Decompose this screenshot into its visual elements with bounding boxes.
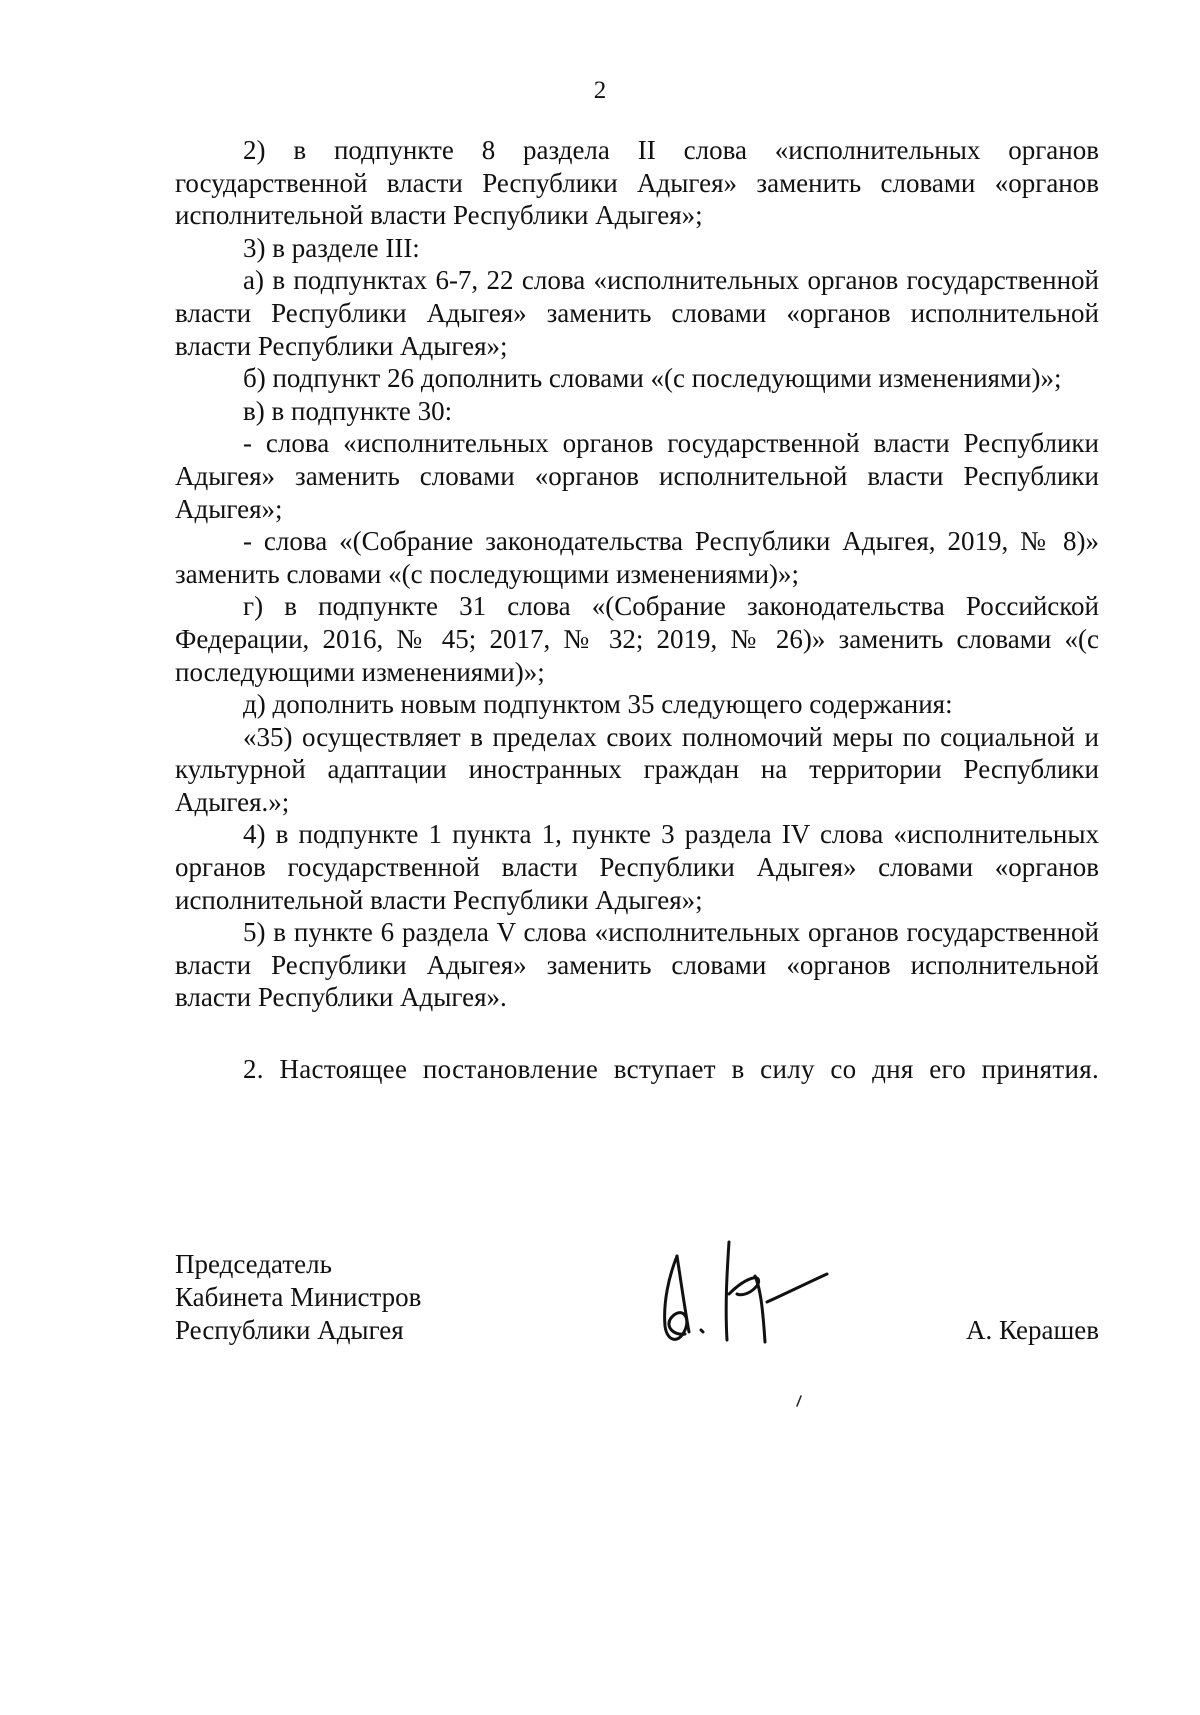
- paragraph-subitem-g: г) в подпункте 31 слова «(Собрание законодательства Российской Федерации, 2016, № 45; 2017, № 32; 2019, № 26)» заменить словами «(с последующими изменениями)»;: [175, 591, 1099, 687]
- paragraph-item-5: 5) в пункте 6 раздела V слова «исполнительных органов государственной власти Республики Адыгея» заменить словами «органов исполнительной власти Республики Адыгея».: [175, 917, 1099, 1013]
- paragraph-subitem-b: б) подпункт 26 дополнить словами «(с последующими изменениями)»;: [243, 363, 1062, 394]
- stray-pen-mark: [795, 1394, 803, 1408]
- signatory-title-line: Республики Адыгея: [175, 1315, 404, 1345]
- paragraph-subitem-a: а) в подпунктах 6-7, 22 слова «исполнительных органов государственной власти Республики Адыгея» заменить словами «органов исполнительной власти Республики Адыгея»;: [175, 265, 1099, 361]
- signatory-title-line: Кабинета Министров: [175, 1282, 422, 1312]
- final-clause: 2. Настоящее постановление вступает в силу со дня его принятия.: [243, 1054, 1099, 1085]
- paragraph-subitem-d: д) дополнить новым подпунктом 35 следующего содержания:: [243, 689, 953, 720]
- paragraph-subitem-v: в) в подпункте 30:: [243, 395, 453, 426]
- page-number: 2: [593, 77, 607, 104]
- signatory-title-line: Председатель: [175, 1249, 332, 1279]
- paragraph-quote-35: «35) осуществляет в пределах своих полномочий меры по социальной и культурной адаптации иностранных граждан на территории Республики Адыгея.»;: [175, 721, 1099, 817]
- signatory-name: А. Керашев: [966, 1315, 1099, 1345]
- signatory-title: [175, 1248, 421, 1347]
- document-body: [175, 134, 1099, 1086]
- paragraph-dash-1: - слова «исполнительных органов государственной власти Республики Адыгея» заменить словами «органов исполнительной власти Республики Адыгея»;: [175, 428, 1099, 524]
- handwritten-signature: [655, 1232, 835, 1362]
- paragraph-item-3: 3) в разделе III:: [243, 232, 420, 263]
- paragraph-item-4: 4) в подпункте 1 пункта 1, пункте 3 раздела IV слова «исполнительных органов государственной власти Республики Адыгея» словами «органов исполнительной власти Республики Адыгея»;: [175, 819, 1099, 915]
- paragraph-dash-2: - слова «(Собрание законодательства Республики Адыгея, 2019, № 8)» заменить словами «(с последующими изменениями)»;: [175, 526, 1099, 589]
- paragraph-item-2: 2) в подпункте 8 раздела II слова «исполнительных органов государственной власти Республики Адыгея» заменить словами «органов исполнительной власти Республики Адыгея»;: [175, 135, 1099, 231]
